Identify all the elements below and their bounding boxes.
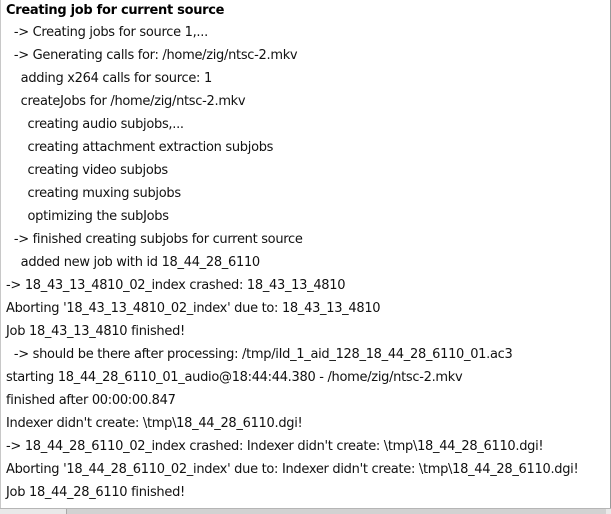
log-line: creating video subjobs	[16, 163, 168, 178]
log-line: -> Creating jobs for source 1,...	[10, 25, 208, 40]
log-line: creating audio subjobs,...	[16, 117, 184, 132]
log-line: starting 18_44_28_6110_01_audio@18:44:44.380 - /home/zig/ntsc-2.mkv	[6, 370, 463, 385]
log-line: Aborting '18_43_13_4810_02_index' due to: 18_43_13_4810	[6, 301, 381, 316]
log-line: finished after 00:00:00.847	[6, 393, 176, 408]
log-line: -> Generating calls for: /home/zig/ntsc-2.mkv	[10, 48, 298, 63]
log-line: -> 18_43_13_4810_02_index crashed: 18_43_13_4810	[6, 278, 346, 293]
log-line: Job 18_43_13_4810 finished!	[6, 324, 185, 339]
log-line: creating attachment extraction subjobs	[16, 140, 274, 155]
log-line: adding x264 calls for source: 1	[13, 71, 212, 86]
log-line: optimizing the subJobs	[16, 209, 169, 224]
log-line: createJobs for /home/zig/ntsc-2.mkv	[13, 94, 246, 109]
log-line: Aborting '18_44_28_6110_02_index' due to: Indexer didn't create: \tmp\18_44_28_6110.dgi!	[6, 462, 579, 477]
log-line: Job 18_44_28_6110 finished!	[6, 485, 185, 500]
scrollbar-thumb[interactable]	[66, 509, 606, 514]
log-line: -> should be there after processing: /tmp/iId_1_aid_128_18_44_28_6110_01.ac3	[10, 347, 513, 362]
log-line: added new job with id 18_44_28_6110	[13, 255, 260, 270]
log-line: creating muxing subjobs	[16, 186, 181, 201]
log-line: Indexer didn't create: \tmp\18_44_28_6110.dgi!	[6, 416, 303, 431]
log-title: Creating job for current source	[6, 3, 225, 18]
log-line: -> 18_44_28_6110_02_index crashed: Indexer didn't create: \tmp\18_44_28_6110.dgi!	[6, 439, 544, 454]
horizontal-scrollbar[interactable]	[0, 508, 611, 514]
log-line: -> finished creating subjobs for current source	[10, 232, 303, 247]
